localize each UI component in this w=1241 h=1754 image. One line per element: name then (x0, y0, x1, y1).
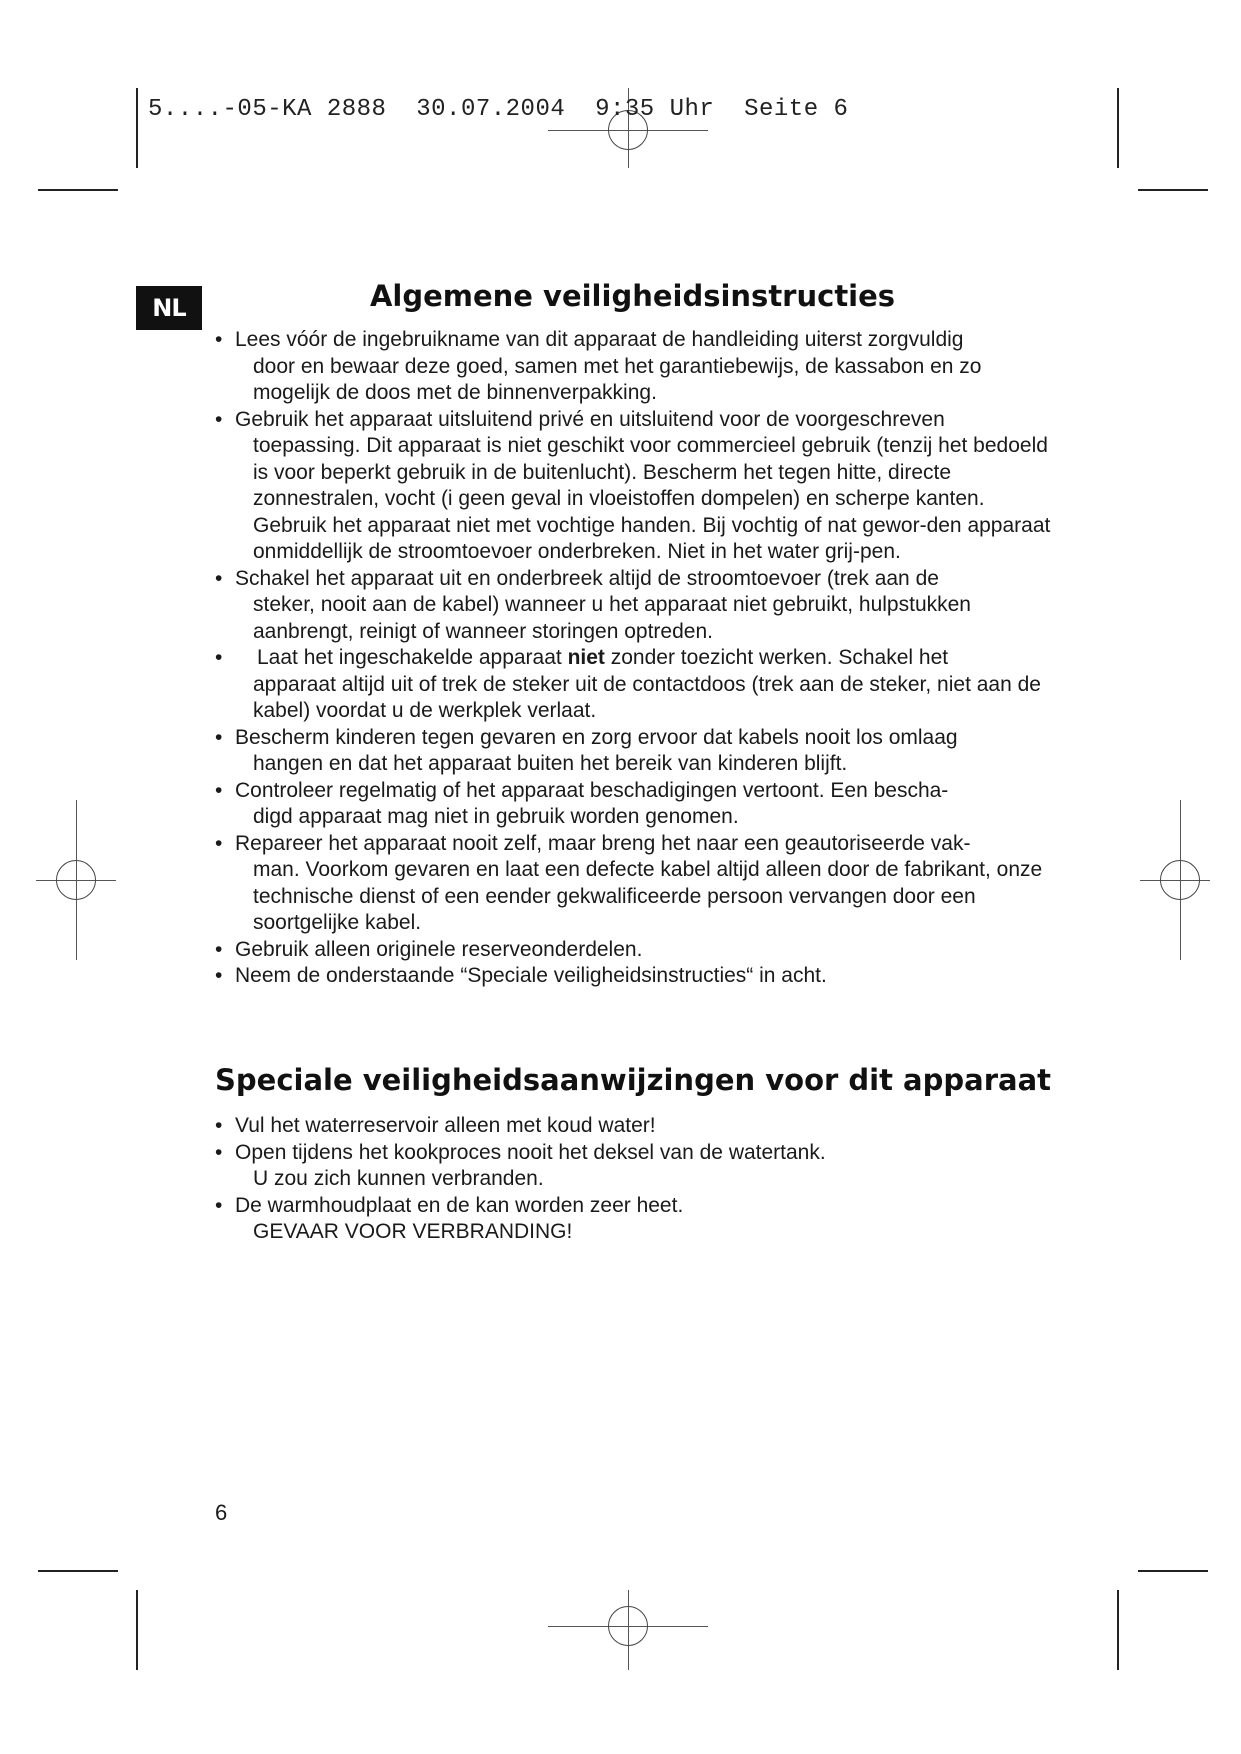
item-first-line: Open tijdens het kookproces nooit het deksel van de watertank. (235, 1140, 826, 1164)
list-item (213, 963, 1063, 990)
item-text: toepassing. Dit apparaat is niet geschikt voor commercieel gebruik (tenzij het bedoeld is voor beperkt gebruik in de buitenlucht). Bescherm het tegen hitte, directe zonnestralen, vocht (i geen geval in vloeistoffen dompelen) en scherpe kanten. Gebruik het apparaat niet met vochtige handen. Bij vochtig of nat gewor-den apparaat onmiddellijk de stroomtoevoer onderbreken. Niet in het water grij-pen. (253, 434, 1051, 563)
crop-mark-top-right-horizontal (1138, 189, 1208, 191)
item-text: U zou zich kunnen verbranden. (253, 1167, 544, 1190)
general-safety-list (213, 327, 1063, 990)
bullet: • (215, 646, 223, 669)
bullet: • (215, 831, 223, 855)
item-first-line: Gebruik alleen originele reserveonderdelen. (235, 937, 643, 961)
item-text: apparaat altijd uit of trek de steker uit de contactdoos (trek aan de steker, niet aan de kabel) voordat u de werkplek verlaat. (253, 672, 1041, 722)
list-item (213, 831, 1063, 937)
bullet: • (215, 1140, 223, 1164)
item-first-line: Repareer het apparaat nooit zelf, maar breng het naar een geautoriseerde vak- (235, 831, 971, 855)
crop-mark-bottom-right-horizontal (1138, 1570, 1208, 1572)
list-item (213, 645, 1063, 725)
item-first-line: Vul het waterreservoir alleen met koud water! (235, 1114, 656, 1137)
list-item (213, 566, 1063, 646)
section-title-general-safety: Algemene veiligheidsinstructies (369, 279, 896, 313)
language-tab: NL (136, 286, 202, 330)
list-item (213, 327, 1063, 407)
item-first-line: Controleer regelmatig of het apparaat beschadigingen vertoont. Een bescha- (235, 778, 949, 802)
list-item (213, 407, 1063, 566)
bullet: • (215, 566, 223, 590)
item-text-after: zonder toezicht werken. Schakel het (604, 646, 949, 669)
section-title-special-safety: Speciale veiligheidsaanwijzingen voor dit apparaat (215, 1063, 1052, 1097)
item-first-line: Schakel het apparaat uit en onderbreek altijd de stroomtoevoer (trek aan de (235, 566, 939, 590)
list-item (213, 1193, 1063, 1246)
crop-mark-top-left-horizontal (38, 189, 118, 191)
crop-mark-top-right-vertical (1117, 88, 1119, 168)
bullet: • (215, 964, 223, 987)
item-text: man. Voorkom gevaren en laat een defecte kabel altijd alleen door de fabrikant, onze technische dienst of een eender gekwalificeerde persoon vervangen door een soortgelijke kabel. (253, 858, 1043, 934)
list-item (213, 937, 1063, 964)
item-first-line: Gebruik het apparaat uitsluitend privé en uitsluitend voor de voorgeschreven (235, 407, 945, 431)
item-first-line: Neem de onderstaande “Speciale veiligheidsinstructies“ in acht. (235, 964, 827, 987)
bullet: • (215, 407, 223, 431)
item-text: hangen en dat het apparaat buiten het bereik van kinderen blijft. (253, 752, 848, 775)
crop-mark-top-left-vertical (136, 88, 138, 168)
item-text-before: Laat het ingeschakelde apparaat (257, 646, 568, 669)
crop-mark-bottom-left-vertical (136, 1590, 138, 1670)
list-item (213, 1140, 1063, 1193)
item-first-line: Bescherm kinderen tegen gevaren en zorg ervoor dat kabels nooit los omlaag (235, 725, 958, 749)
item-first-line: Lees vóór de ingebruikname van dit apparaat de handleiding uiterst zorgvuldig (235, 328, 964, 351)
crop-mark-bottom-right-vertical (1117, 1590, 1119, 1670)
item-first-line (257, 645, 1063, 672)
item-text: GEVAAR VOOR VERBRANDING! (253, 1220, 573, 1243)
bullet: • (215, 725, 223, 749)
list-item (213, 725, 1063, 778)
item-first-line: De warmhoudplaat en de kan worden zeer heet. (235, 1193, 684, 1217)
list-item (213, 778, 1063, 831)
item-text: door en bewaar deze goed, samen met het garantiebewijs, de kassabon en zo mogelijk de doos met de binnenverpakking. (253, 354, 982, 404)
bullet: • (215, 778, 223, 802)
special-safety-list (213, 1113, 1063, 1246)
list-item (213, 1113, 1063, 1140)
registration-mark-left (36, 800, 116, 960)
print-slug-header: 5....-05-KA 2888 30.07.2004 9:35 Uhr Seite 6 (148, 96, 849, 123)
page-number: 6 (215, 1500, 228, 1525)
item-text: steker, nooit aan de kabel) wanneer u het apparaat niet gebruikt, hulpstukken aanbrengt, reinigt of wanneer storingen optreden. (253, 593, 971, 643)
item-text: digd apparaat mag niet in gebruik worden genomen. (253, 805, 739, 828)
bullet: • (215, 937, 223, 961)
bullet: • (215, 1193, 223, 1217)
crop-mark-bottom-left-horizontal (38, 1570, 118, 1572)
registration-mark-bottom (548, 1590, 708, 1670)
bullet: • (215, 328, 223, 351)
emphasis-niet: niet (567, 646, 605, 669)
bullet: • (215, 1114, 223, 1137)
registration-mark-right (1140, 800, 1220, 960)
